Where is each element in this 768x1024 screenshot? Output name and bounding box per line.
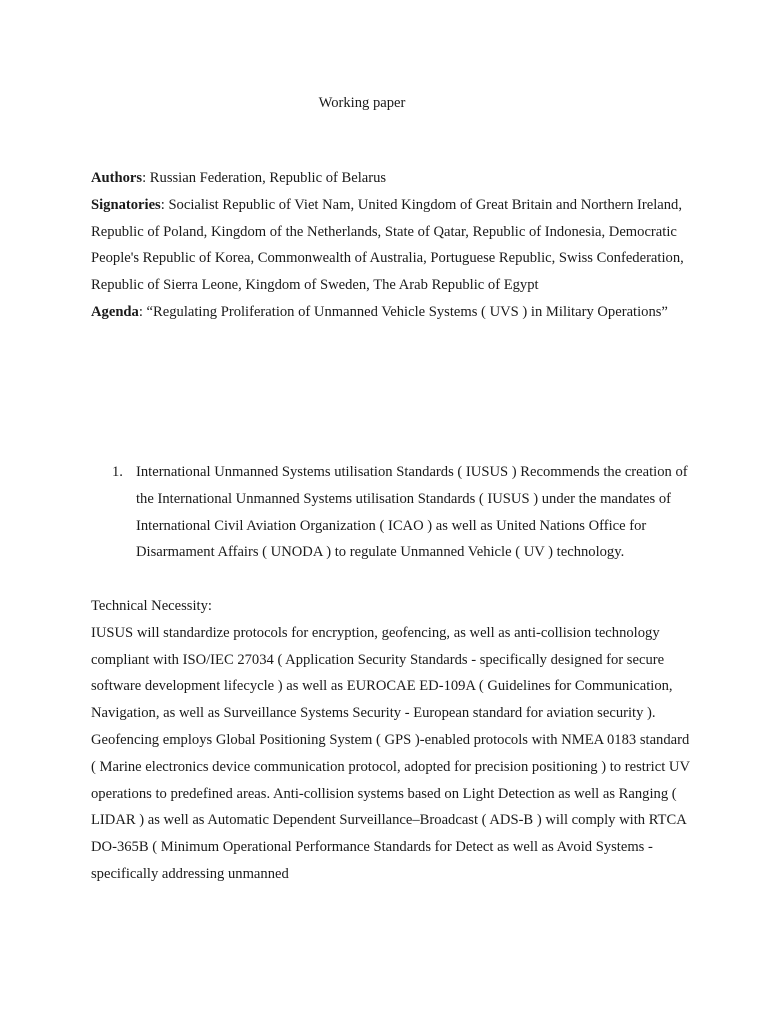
agenda-label: Agenda xyxy=(91,303,139,320)
document-title: Working paper xyxy=(318,95,406,111)
section-heading: Technical Necessity: xyxy=(91,598,212,614)
list-item xyxy=(91,459,691,566)
section-body: IUSUS will standardize protocols for encryption, geofencing, as well as anti-collision technology compliant with ISO/IEC 27034 ( Application Security Standards - specifically designed for secure software development lifecycle ) as well as EUROCAE ED-109A ( Guidelines for Communication, Navigation, as well as Surveillance Systems Security - European standard for aviation security ). Geofencing employs Global Positioning System ( GPS )-enabled protocols with NMEA 0183 standard ( Marine electronics device communication protocol, adopted for precision positioning ) to restrict UV operations to predefined areas. Anti-collision systems based on Light Detection as well as Ranging ( LIDAR ) as well as Automatic Dependent Surveillance–Broadcast ( ADS-B ) will comply with RTCA DO-365B ( Minimum Operational Performance Standards for Detect as well as Avoid Systems - specifically addressing unmanned xyxy=(91,624,690,882)
signatories-line: Signatories: Socialist Republic of Viet Nam, United Kingdom of Great Britain and Northern Ireland, Republic of Poland, Kingdom of the Netherlands, State of Qatar, Republic of Indonesia, Democratic People's Republic of Korea, Commonwealth of Australia, Portuguese Republic, Swiss Confederation, Republic of Sierra Leone, Kingdom of Sweden, The Arab Republic of Egypt xyxy=(91,196,684,294)
list-item-text: International Unmanned Systems utilisation Standards ( IUSUS ) Recommends the creation of the International Unmanned Systems utilisation Standards ( IUSUS ) under the mandates of International Civil Aviation Organization ( ICAO ) as well as United Nations Office for Disarmament Affairs ( UNODA ) to regulate Unmanned Vehicle ( UV ) technology. xyxy=(136,464,688,561)
metadata-block xyxy=(91,165,691,326)
recommendations-list xyxy=(91,459,691,566)
list-item-number: 1. xyxy=(112,464,123,480)
authors-line: Authors: Russian Federation, Republic of Belarus xyxy=(91,170,387,186)
authors-label: Authors xyxy=(91,170,143,186)
authors-value: Russian Federation, Republic of Belarus xyxy=(149,170,387,186)
signatories-value: Socialist Republic of Viet Nam, United Kingdom of Great Britain and Northern Ireland, Republic of Poland, Kingdom of the Netherlands, State of Qatar, Republic of Indonesia, Democratic People's Republic of Korea, Commonwealth of Australia, Portuguese Republic, Swiss Confederation, Republic of Sierra Leone, Kingdom of Sweden, The Arab Republic of Egypt xyxy=(91,196,684,294)
agenda-line: Agenda: “Regulating Proliferation of Unmanned Vehicle Systems ( UVS ) in Military Operations” xyxy=(91,303,668,320)
signatories-label: Signatories xyxy=(91,196,161,213)
agenda-value: “Regulating Proliferation of Unmanned Vehicle Systems ( UVS ) in Military Operations” xyxy=(146,303,668,320)
technical-necessity-section xyxy=(91,593,691,888)
